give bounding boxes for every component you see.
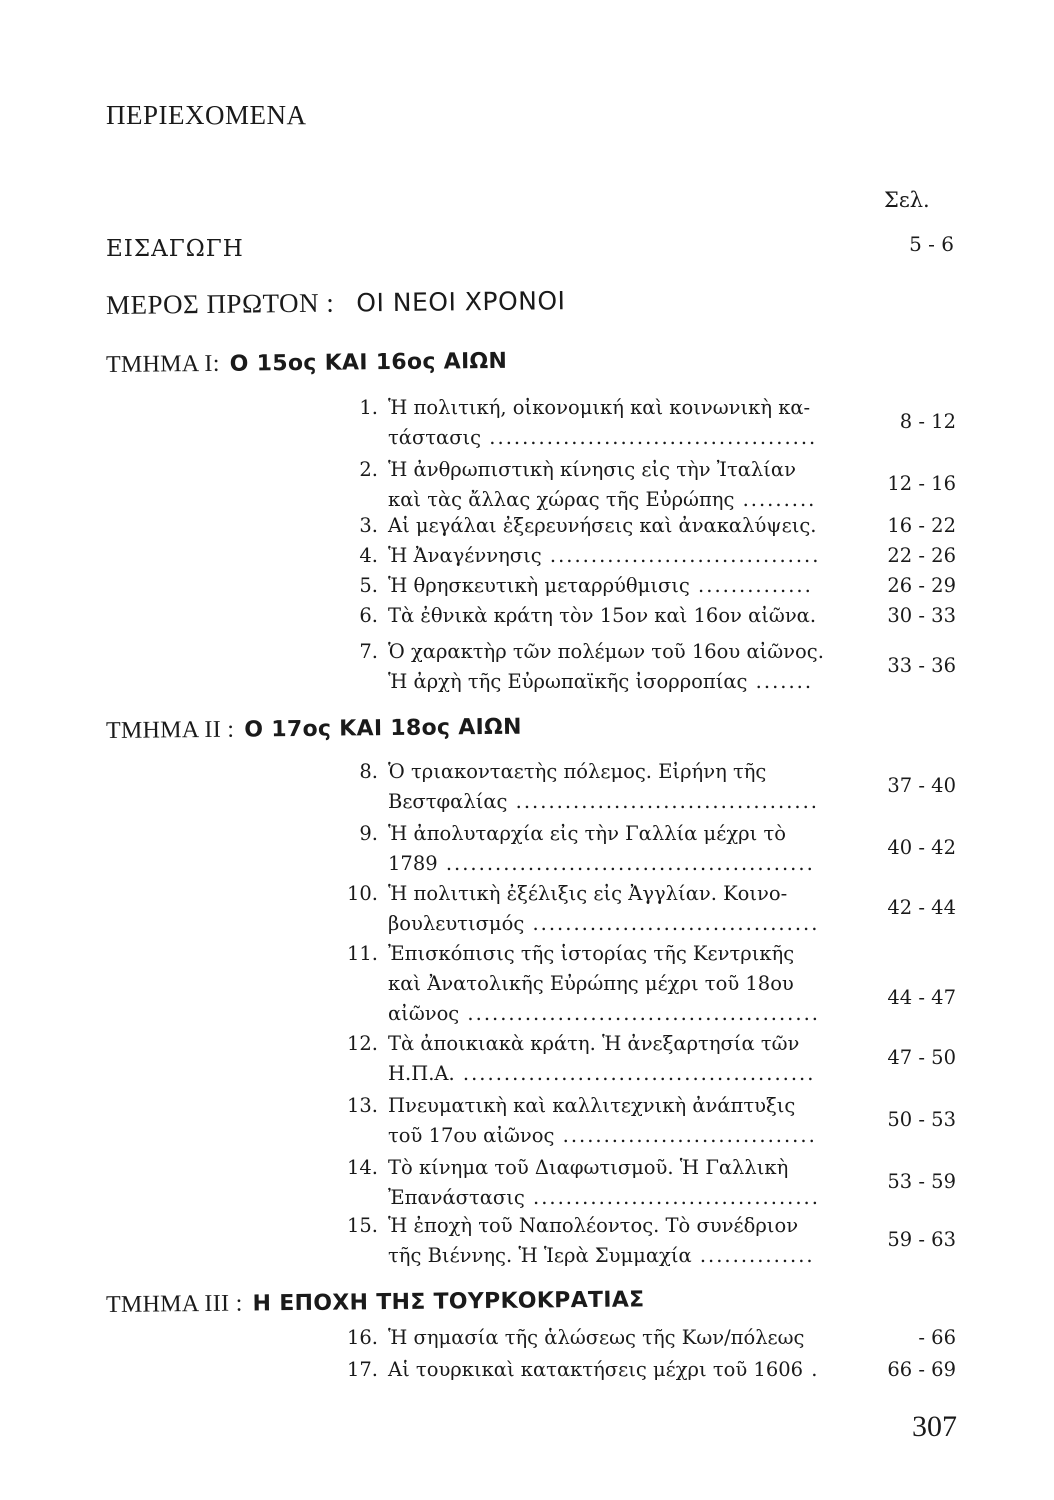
toc-entry — [336, 1094, 956, 1154]
entry-number: 1. — [359, 396, 378, 419]
entry-pages: 59 - 63 — [887, 1228, 956, 1251]
entry-text-line: Ἡ ἀνθρωπιστικὴ κίνησις εἰς τὴν Ἰταλίαν — [388, 458, 796, 481]
leader-dots: ..................................... — [507, 790, 819, 813]
entry-number: 11. — [346, 942, 378, 965]
leader-dots: ............................................. — [437, 852, 815, 875]
entry-text-line: καὶ Ἀνατολικῆς Εὐρώπης μέχρι τοῦ 18ου — [388, 972, 794, 995]
intro-pages: 5 - 6 — [909, 232, 954, 256]
entry-text-line: Ὁ χαρακτὴρ τῶν πολέμων τοῦ 16ου αἰῶνος. — [388, 640, 824, 663]
entry-pages: 8 - 12 — [899, 410, 956, 433]
entry-text-line: καὶ τὰς ἄλλας χώρας τῆς Εὐρώπης ......... — [388, 488, 817, 511]
entry-number: 6. — [359, 604, 378, 627]
entry-pages: 22 - 26 — [887, 544, 956, 567]
toc-entry — [336, 640, 956, 700]
part-heading — [106, 285, 566, 321]
toc-entry — [336, 1214, 956, 1274]
entry-text-line: Ἐπανάστασις ................................... — [388, 1186, 820, 1209]
entry-text-line: τάστασις ........................................ — [388, 426, 818, 449]
entry-pages: 44 - 47 — [887, 986, 956, 1009]
page-number: 307 — [912, 1410, 957, 1443]
entry-text-line: Τὸ κίνημα τοῦ Διαφωτισμοῦ. Ἡ Γαλλικὴ — [388, 1156, 789, 1179]
section-heading — [106, 1286, 645, 1319]
entry-text-line: Ἡ σημασία τῆς ἁλώσεως τῆς Κων/πόλεως — [388, 1326, 805, 1349]
entry-text-line: τῆς Βιέννης. Ἡ Ἱερὰ Συμμαχία .............. — [388, 1244, 815, 1267]
entry-text-line: Τὰ ἐθνικὰ κράτη τὸν 15ον καὶ 16ον αἰῶνα. — [388, 604, 817, 627]
entry-text-line: Αἱ τουρκικαὶ κατακτήσεις μέχρι τοῦ 1606 . — [388, 1358, 820, 1381]
leader-dots: .............. — [689, 574, 813, 597]
entry-number: 13. — [346, 1094, 378, 1117]
toc-entry — [336, 1032, 956, 1092]
entry-pages: 37 - 40 — [887, 774, 956, 797]
toc-entry — [336, 882, 956, 942]
entry-text-line: Ἡ ἀρχὴ τῆς Εὐρωπαϊκῆς ἰσορροπίας ....... — [388, 670, 814, 693]
toc-entry — [336, 760, 956, 820]
entry-number: 15. — [346, 1214, 378, 1237]
entry-number: 5. — [359, 574, 378, 597]
toc-entry — [336, 1326, 956, 1356]
leader-dots: ........................................ — [481, 426, 818, 449]
toc-entry — [336, 1156, 956, 1216]
section-title: Ο 15ος ΚΑΙ 16ος ΑΙΩΝ — [229, 348, 508, 377]
entry-number: 10. — [346, 882, 378, 905]
page-column-label: Σελ. — [884, 188, 930, 212]
leader-dots: .............. — [691, 1244, 815, 1267]
leader-dots: ................................... — [524, 912, 820, 935]
entry-text-line: 1789 ............................................. — [388, 852, 815, 875]
toc-entry — [336, 514, 956, 544]
entry-number: 12. — [346, 1032, 378, 1055]
entry-text-line: Ἡ πολιτική, οἰκονομική καὶ κοινωνικὴ κα- — [388, 396, 811, 419]
entry-text-line: Ὁ τριακονταετὴς πόλεμος. Εἰρήνη τῆς — [388, 760, 767, 783]
section-label: ΤΜΗΜΑ ΙΙΙ : — [105, 1290, 243, 1318]
entry-pages: 42 - 44 — [887, 896, 956, 919]
entry-pages: 66 - 69 — [887, 1358, 956, 1381]
entry-pages: - 66 — [918, 1326, 956, 1349]
leader-dots: ................................. — [541, 544, 821, 567]
toc-entry — [336, 822, 956, 882]
leader-dots: ......... — [734, 488, 817, 511]
leader-dots: ........................................... — [454, 1062, 816, 1085]
leader-dots: . — [803, 1358, 820, 1381]
entry-text-line: Ἐπισκόπισις τῆς ἱστορίας τῆς Κεντρικῆς — [388, 942, 795, 965]
entry-text-line: Ἡ Ἀναγέννησις ................................. — [388, 544, 821, 567]
part-label: ΜΕΡΟΣ ΠΡΩΤΟΝ : — [105, 287, 335, 320]
leader-dots: ....... — [747, 670, 814, 693]
entry-pages: 50 - 53 — [887, 1108, 956, 1131]
toc-entry — [336, 544, 956, 574]
entry-text-line: Ἡ ἀπολυταρχία εἰς τὴν Γαλλία μέχρι τὸ — [388, 822, 786, 845]
entry-text-line: Ἡ θρησκευτικὴ μεταρρύθμισις .............. — [388, 574, 813, 597]
section-label: ΤΜΗΜΑ Ι: — [105, 350, 220, 378]
entry-pages: 47 - 50 — [887, 1046, 956, 1069]
toc-entry — [336, 604, 956, 634]
part-title: ΟΙ ΝΕΟΙ ΧΡΟΝΟΙ — [356, 286, 566, 318]
entry-text-line: Βεστφαλίας ..................................... — [388, 790, 819, 813]
leader-dots: ............................... — [554, 1124, 817, 1147]
entry-pages: 26 - 29 — [887, 574, 956, 597]
entry-number: 14. — [346, 1156, 378, 1179]
entry-number: 7. — [359, 640, 378, 663]
toc-entry — [336, 1358, 956, 1388]
entry-pages: 40 - 42 — [887, 836, 956, 859]
section-title: Ο 17ος ΚΑΙ 18ος ΑΙΩΝ — [244, 714, 522, 743]
entry-pages: 16 - 22 — [887, 514, 956, 537]
entry-text-line: Ἡ ἐποχὴ τοῦ Ναπολέοντος. Τὸ συνέδριον — [388, 1214, 799, 1237]
entry-text-line: βουλευτισμός ................................... — [388, 912, 820, 935]
entry-text-line: Ἡ πολιτικὴ ἐξέλιξις εἰς Ἀγγλίαν. Κοινο- — [388, 882, 788, 905]
entry-number: 16. — [346, 1326, 378, 1349]
section-heading — [106, 348, 507, 379]
entry-number: 4. — [359, 544, 378, 567]
entry-text-line: αἰῶνος ........................................... — [388, 1002, 820, 1025]
entry-text-line: τοῦ 17ου αἰῶνος ............................... — [388, 1124, 817, 1147]
toc-entry — [336, 396, 956, 456]
entry-pages: 33 - 36 — [887, 654, 956, 677]
leader-dots: ........................................... — [459, 1002, 820, 1025]
entry-text-line: Αἱ μεγάλαι ἐξερευνήσεις καὶ ἀνακαλύψεις. — [388, 514, 817, 537]
toc-entry — [336, 458, 956, 518]
entry-number: 17. — [346, 1358, 378, 1381]
intro-label: ΕΙΣΑΓΩΓΗ — [106, 236, 244, 262]
entry-number: 2. — [359, 458, 378, 481]
entry-pages: 53 - 59 — [887, 1170, 956, 1193]
section-title: Η ΕΠΟΧΗ ΤΗΣ ΤΟΥΡΚΟΚΡΑΤΙΑΣ — [252, 1287, 645, 1317]
toc-entry — [336, 574, 956, 604]
entry-text-line: Τὰ ἀποικιακὰ κράτη. Ἡ ἀνεξαρτησία τῶν — [388, 1032, 800, 1055]
entry-number: 8. — [359, 760, 378, 783]
entry-pages: 30 - 33 — [887, 604, 956, 627]
section-label: ΤΜΗΜΑ ΙΙ : — [105, 716, 235, 744]
leader-dots: ................................... — [524, 1186, 820, 1209]
toc-entry — [336, 942, 956, 1032]
entry-text-line: Πνευματικὴ καὶ καλλιτεχνικὴ ἀνάπτυξις — [388, 1094, 796, 1117]
entry-number: 3. — [359, 514, 378, 537]
entry-pages: 12 - 16 — [887, 472, 956, 495]
page-title: ΠΕΡΙΕΧΟΜΕΝΑ — [106, 100, 307, 130]
section-heading — [106, 714, 522, 745]
entry-text-line: Η.Π.Α. ........................................... — [388, 1062, 816, 1085]
entry-number: 9. — [359, 822, 378, 845]
